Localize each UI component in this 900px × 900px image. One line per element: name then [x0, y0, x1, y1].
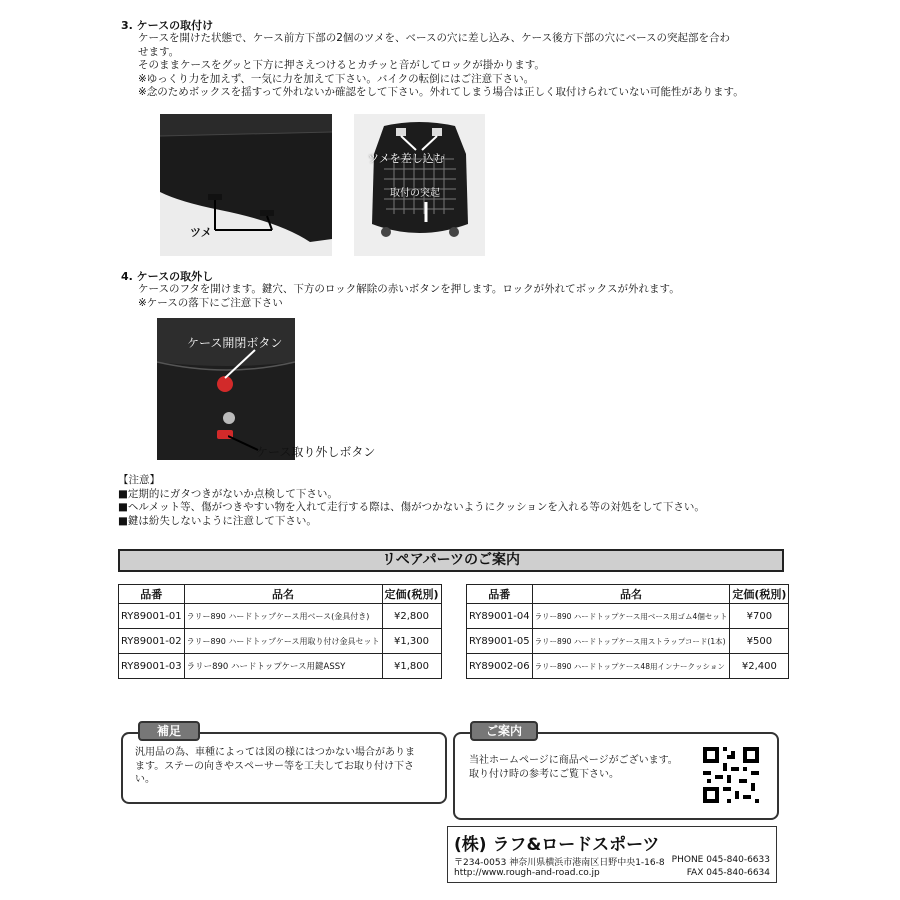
notes-title: 【注意】: [118, 474, 160, 486]
supplement-tag: 補足: [138, 721, 200, 741]
part-price: ¥2,400: [730, 654, 789, 679]
table-row: [119, 629, 442, 654]
repair-parts-table-left: [118, 584, 442, 679]
part-code: RY89002-06: [467, 654, 533, 679]
table-row: [467, 629, 789, 654]
company-fax: FAX 045-840-6634: [686, 868, 770, 878]
company-phone: PHONE 045-840-6633: [671, 855, 770, 865]
repair-parts-table-right: [466, 584, 789, 679]
lock-button-photo: [157, 318, 295, 460]
table-row: [119, 604, 442, 629]
text-line: そのままケースをグッと下方に押さえつけるとカチッと音がしてロックが掛かります。: [138, 59, 545, 71]
repair-parts-banner: リペアパーツのご案内: [118, 549, 784, 572]
part-price: ¥2,800: [382, 604, 441, 629]
part-name: ラリー890 ハードトップケース48用インナークッション: [532, 654, 730, 679]
part-name: ラリー890 ハードトップケース用ストラップコード(1本): [532, 629, 730, 654]
mount-protrusion-label: 取付の突起: [390, 188, 440, 199]
supplement-line: ます。ステーの向きやスペーサー等を工夫してお取り付け下さ: [135, 760, 414, 772]
company-url[interactable]: http://www.rough-and-road.co.jp: [454, 868, 600, 878]
supplement-line: 汎用品の為、車種によっては図の様にはつかない場合がありま: [135, 747, 415, 758]
header-price: 定価(税別): [730, 585, 789, 604]
note-item: ■鍵は紛失しないように注意して下さい。: [118, 514, 317, 527]
section3-heading: 3. ケースの取付け: [121, 19, 214, 32]
note-item: ■ヘルメット等、傷がつきやすい物を入れて走行する際は、傷がつかないようにクッションを入れる等の対処をして下さい。: [118, 501, 705, 513]
part-name: ラリー890 ハードトップケース用取り付け金具セット: [184, 629, 382, 654]
part-code: RY89001-03: [119, 654, 185, 679]
section4-heading: 4. ケースの取外し: [121, 270, 214, 283]
table-row: [467, 654, 789, 679]
company-name: (株) ラフ&ロードスポーツ: [454, 835, 660, 855]
section3-text: [138, 32, 744, 100]
part-name: ラリー890 ハードトップケース用ベース用ゴム4個セット: [532, 604, 730, 629]
part-price: ¥500: [730, 629, 789, 654]
qr-code-icon[interactable]: [703, 747, 759, 803]
insert-claw-label: ツメを差し込む: [368, 152, 445, 165]
text-line: ケースを開けた状態で、ケース前方下部の2個のツメを、ベースの穴に差し込み、ケース後方下部の穴にベースの突起部を合わ: [138, 32, 731, 44]
part-price: ¥1,300: [382, 629, 441, 654]
claw-label: ツメ: [190, 226, 212, 239]
supplement-box: [121, 732, 447, 804]
guide-box: [453, 732, 779, 820]
header-name: 品名: [184, 585, 382, 604]
part-code: RY89001-01: [119, 604, 185, 629]
company-address: 〒234-0053 神奈川県横浜市港南区日野中央1-16-8: [454, 858, 665, 868]
header-price: 定価(税別): [382, 585, 441, 604]
part-price: ¥700: [730, 604, 789, 629]
header-code: 品番: [119, 585, 185, 604]
company-info: [447, 826, 777, 883]
header-code: 品番: [467, 585, 533, 604]
notes: [118, 474, 705, 528]
guide-line: 取り付け時の参考にご覧下さい。: [469, 768, 619, 780]
case-release-button-label: ケース取り外しボタン: [256, 445, 376, 459]
header-name: 品名: [532, 585, 730, 604]
part-code: RY89001-05: [467, 629, 533, 654]
text-line: ケースのフタを開けます。鍵穴、下方のロック解除の赤いボタンを押します。ロックが外れてボックスが外れます。: [138, 283, 680, 295]
section4-text: [138, 283, 680, 310]
base-plate-photo: [354, 114, 485, 256]
table-row: [467, 604, 789, 629]
table-row: [119, 654, 442, 679]
open-close-button-label: ケース開閉ボタン: [187, 336, 283, 350]
part-name: ラリー890 ハードトップケース用鍵ASSY: [184, 654, 382, 679]
part-code: RY89001-04: [467, 604, 533, 629]
part-price: ¥1,800: [382, 654, 441, 679]
text-line: せます。: [138, 45, 180, 58]
part-code: RY89001-02: [119, 629, 185, 654]
text-line: ※念のためボックスを揺すって外れないか確認をして下さい。外れてしまう場合は正しく取付けられていない可能性があります。: [138, 86, 744, 98]
text-line: ※ゆっくり力を加えず、一気に力を加えて下さい。バイクの転倒にはご注意下さい。: [138, 72, 535, 85]
case-claw-photo: [160, 114, 332, 256]
guide-line: 当社ホームページに商品ページがございます。: [469, 755, 678, 766]
supplement-line: い。: [135, 774, 155, 785]
part-name: ラリー890 ハードトップケース用ベース(金具付き): [184, 604, 382, 629]
guide-tag: ご案内: [470, 721, 538, 741]
text-line: ※ケースの落下にご注意下さい: [138, 296, 283, 309]
note-item: ■定期的にガタつきがないか点検して下さい。: [118, 487, 338, 500]
